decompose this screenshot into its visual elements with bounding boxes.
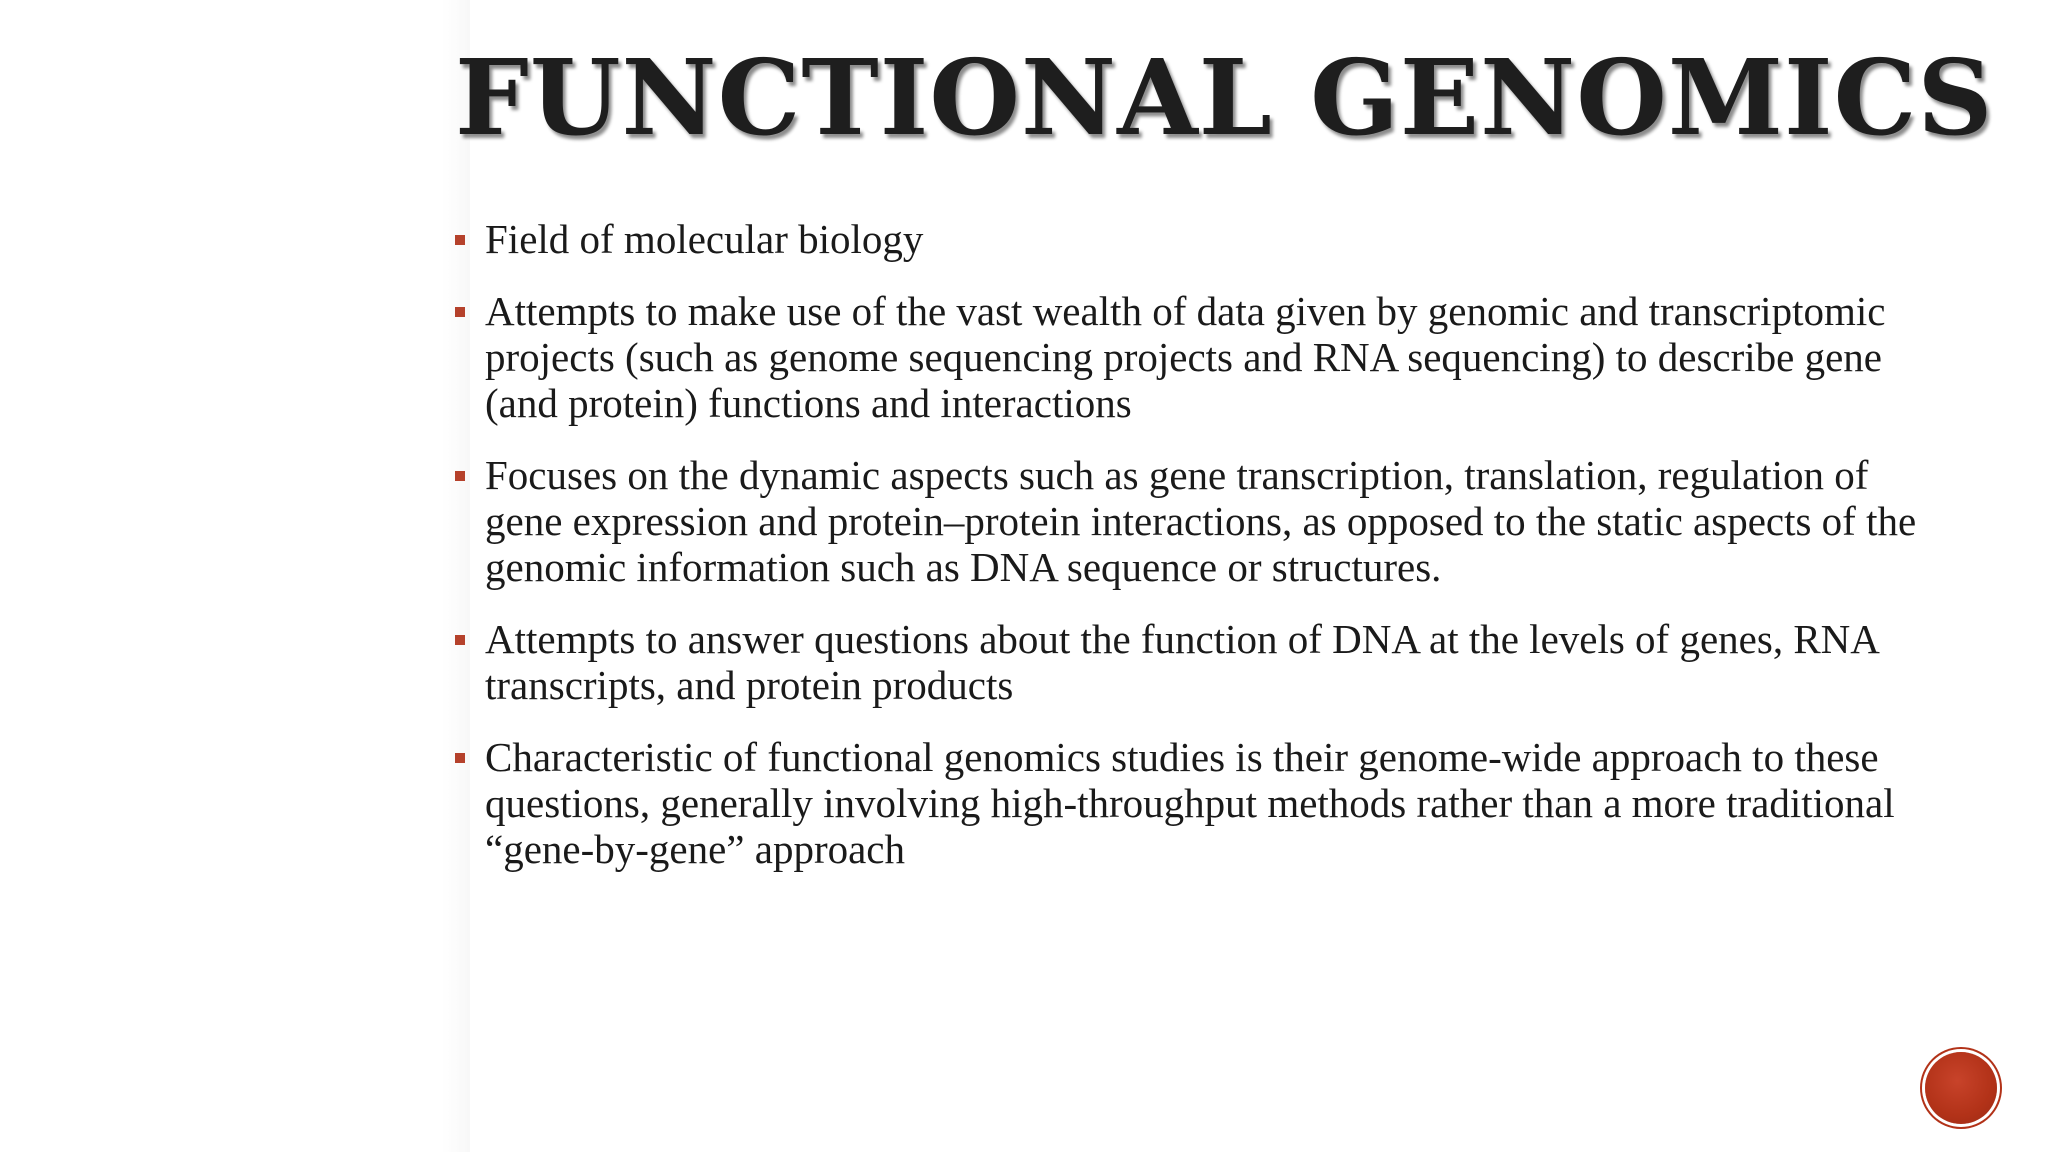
- square-bullet-icon: [455, 753, 465, 763]
- bullet-text: Attempts to make use of the vast wealth of data given by genomic and transcriptomic projects (such as genome sequencing projects and RNA sequencing) to describe gene (and protein) functions and interactions: [485, 288, 1886, 426]
- square-bullet-icon: [455, 235, 465, 245]
- circle-button-icon[interactable]: [1925, 1052, 1997, 1124]
- bullet-item: [455, 452, 1935, 590]
- bullet-item: [455, 616, 1935, 708]
- bullet-text: Attempts to answer questions about the function of DNA at the levels of genes, RNA transcripts, and protein products: [485, 616, 1878, 708]
- bullet-item: [455, 734, 1935, 872]
- left-shade-panel: [0, 0, 470, 1152]
- slide-title: FUNCTIONAL GENOMICS: [455, 36, 1994, 159]
- bullet-text: Focuses on the dynamic aspects such as gene transcription, translation, regulation of gene expression and protein–protein interactions, as opposed to the static aspects of the genomic information such as DNA sequence or structures.: [485, 452, 1917, 590]
- bullet-text: Characteristic of functional genomics studies is their genome-wide approach to these questions, generally involving high-throughput methods rather than a more traditional “gene-by-gene” approach: [485, 734, 1895, 872]
- square-bullet-icon: [455, 635, 465, 645]
- bullet-item: [455, 288, 1935, 426]
- square-bullet-icon: [455, 307, 465, 317]
- bullet-text: Field of molecular biology: [485, 216, 924, 262]
- bullet-list: [455, 216, 1935, 898]
- bullet-item: [455, 216, 1935, 262]
- square-bullet-icon: [455, 471, 465, 481]
